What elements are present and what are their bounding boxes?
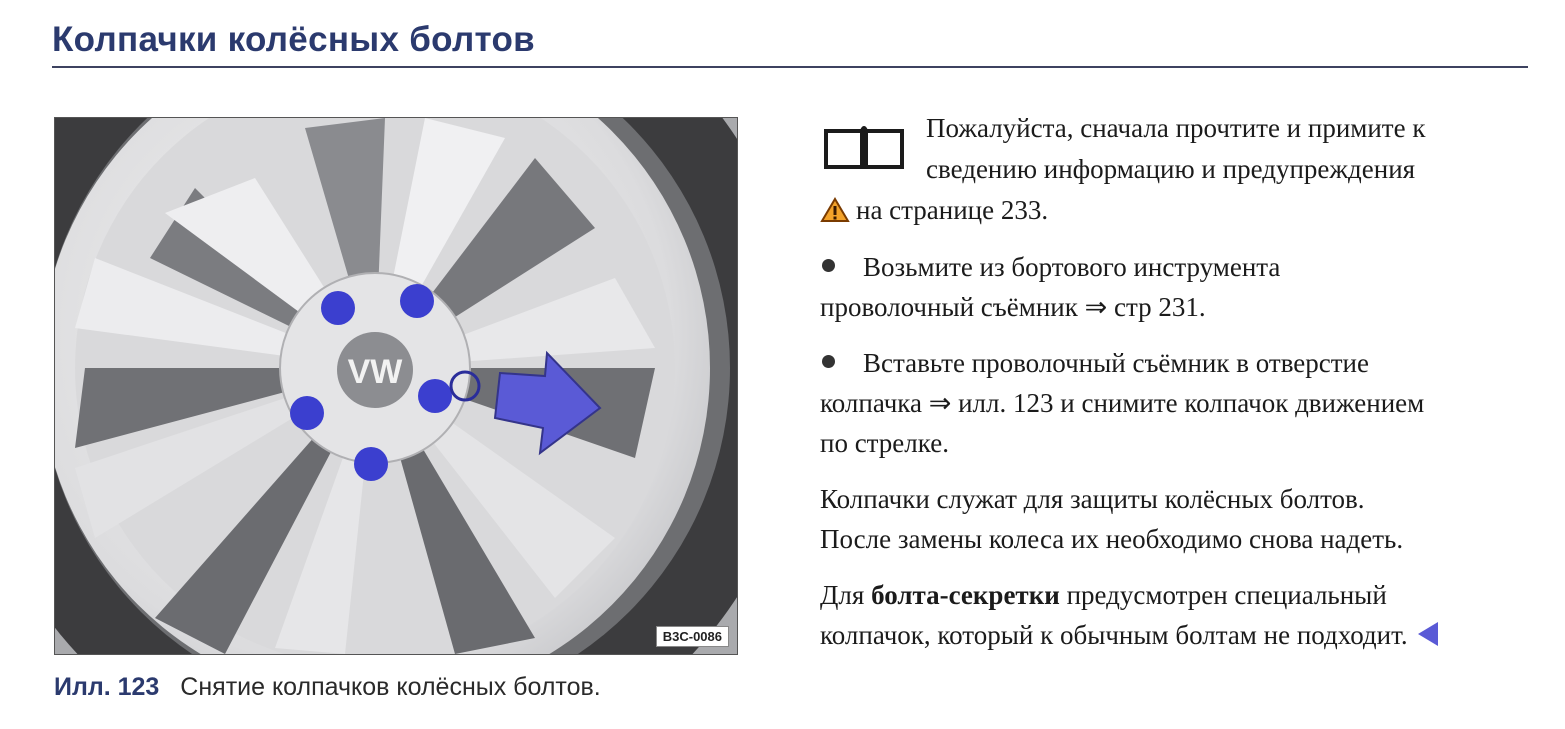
step-text: колпачка ⇒ илл. 123 и снимите колпачок движением [820,388,1425,418]
paragraph-text: Для [820,580,872,610]
paragraph-line: После замены колеса их необходимо снова надеть. [820,524,1404,554]
figure-code: B3C-0086 [656,626,729,647]
caption-text: Снятие колпачков колёсных болтов. [180,673,601,701]
step-text: Возьмите из бортового инструмента [863,252,1281,282]
lock-bolt-paragraph [820,575,1535,655]
bullet-icon [822,355,835,368]
svg-text:VW: VW [347,353,403,391]
step-text: по стрелке. [820,428,949,458]
lock-bolt-term: болта-секретки [871,580,1060,610]
title-divider [52,66,1528,68]
read-notice [820,108,1535,231]
paragraph-line: Колпачки служат для защиты колёсных болтов. [820,484,1365,514]
instructions-column [820,108,1535,655]
section-end-icon [1418,622,1438,646]
book-icon [822,123,906,171]
step-1 [820,247,1535,327]
notice-line: сведению информацию и предупреждения [926,154,1416,184]
step-text: Вставьте проволочный съёмник в отверстие [863,348,1369,378]
step-text: проволочный съёмник ⇒ стр 231. [820,292,1206,322]
notice-line-with-warning [820,190,1535,231]
wheel-illustration [54,117,738,655]
notice-line: Пожалуйста, сначала прочтите и примите к [926,113,1426,143]
warning-triangle-icon [820,197,850,223]
caption-number: Илл. 123 [54,673,160,701]
notice-page-ref: на странице 233. [856,195,1049,225]
wheel-image [55,118,737,654]
step-2 [820,343,1535,463]
paragraph-text: предусмотрен специальный [1059,580,1387,610]
page-title: Колпачки колёсных болтов [52,20,535,59]
figure-caption [54,673,601,702]
bullet-icon [822,259,835,272]
paragraph-text: колпачок, который к обычным болтам не подходит. [820,620,1408,650]
info-paragraph [820,479,1535,559]
